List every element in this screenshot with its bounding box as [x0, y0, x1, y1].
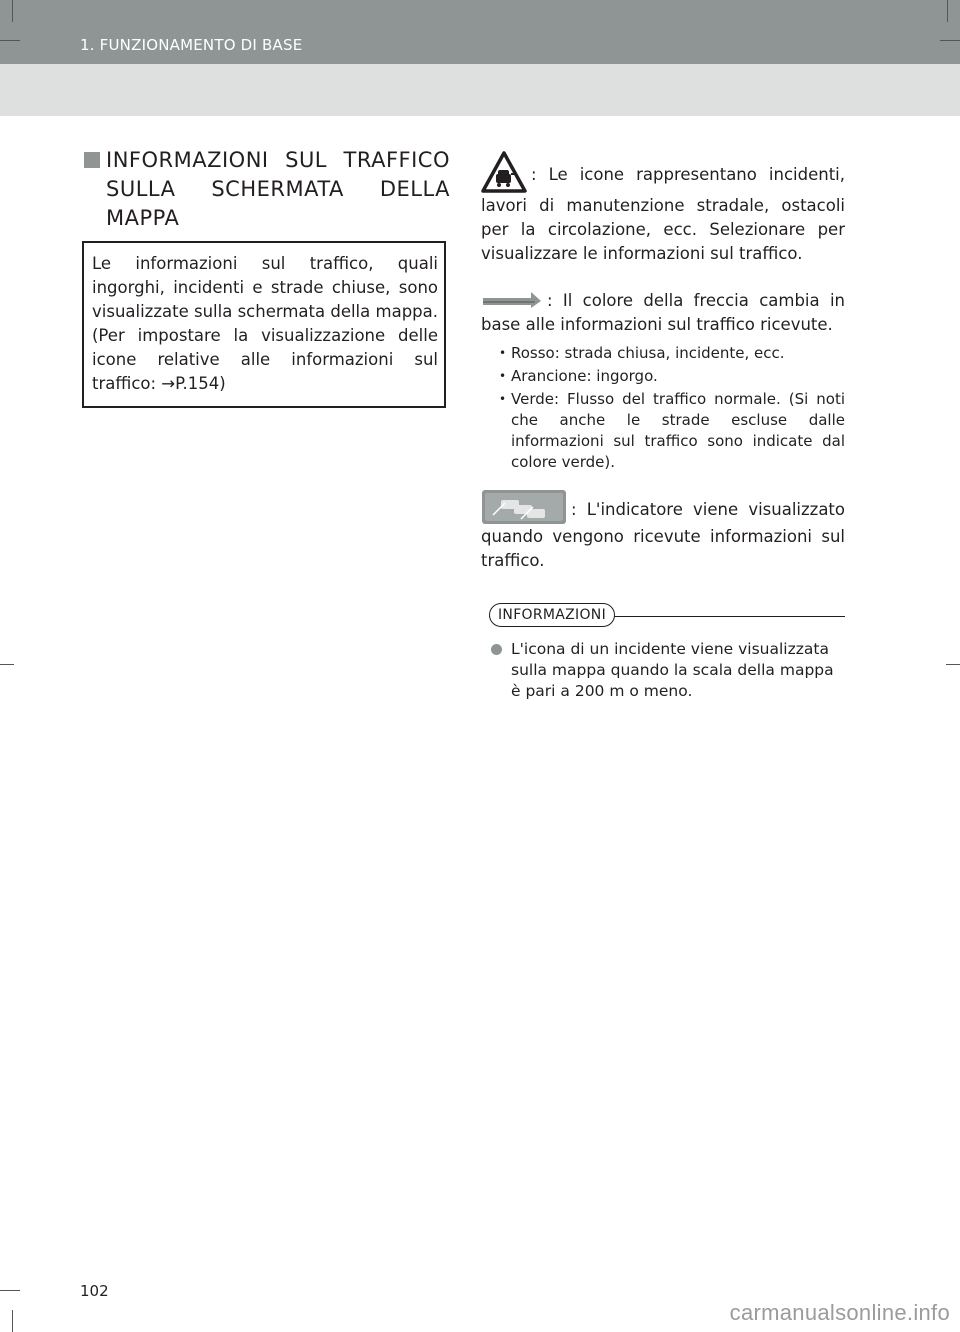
incident-text: : Le icone rappresentano incidenti, lavori di manutenzione stradale, ostacoli per la circolazione, ecc. Selezionare per visualizzare le informazioni sul traffico. [481, 165, 845, 263]
crop-mark [940, 40, 960, 41]
intro-box [82, 241, 446, 408]
warning-triangle-car-icon [481, 150, 527, 194]
indicator-item [481, 489, 845, 573]
chapter-title: 1. FUNZIONAMENTO DI BASE [80, 36, 303, 54]
list-item: • Rosso: strada chiusa, incidente, ecc. [511, 343, 845, 364]
watermark: carmanualsonline.info [729, 1300, 950, 1325]
header-band [0, 64, 960, 116]
page-number: 102 [80, 1282, 109, 1300]
arrow-text: : Il colore della freccia cambia in base alle informazioni sul traffico ricevute. [481, 291, 845, 334]
indicator-text: : L'indicatore viene visualizzato quando vengono ricevute informazioni sul traffico. [481, 500, 845, 570]
arrow-bullet-list [481, 343, 845, 473]
crop-mark [12, 1310, 13, 1332]
right-column [481, 150, 845, 702]
traffic-indicator-icon [481, 489, 567, 525]
section-title [84, 146, 450, 233]
crop-mark [0, 1290, 20, 1291]
list-item: • Arancione: ingorgo. [511, 366, 845, 387]
crop-mark [0, 40, 20, 41]
crop-mark [946, 664, 960, 665]
header-bar [0, 0, 960, 64]
traffic-arrow-icon [481, 288, 543, 310]
crop-mark [947, 0, 948, 22]
arrow-item [481, 288, 845, 337]
list-item [481, 639, 845, 702]
info-section [481, 603, 845, 702]
info-label: INFORMAZIONI [489, 603, 615, 627]
section-square-icon [84, 152, 100, 168]
crop-mark [0, 664, 14, 665]
section-title-line1: INFORMAZIONI SUL TRAFFICO SULLA SCHERMATA DELLA [106, 148, 450, 201]
info-text: L'icona di un incidente viene visualizzata sulla mappa quando la scala della mappa è pari a 200 m o meno. [511, 640, 834, 700]
section-title-line2: MAPPA [106, 206, 180, 230]
crop-mark [12, 0, 13, 22]
intro-text: Le informazioni sul traffico, quali ingorghi, incidenti e strade chiuse, sono visualizzate sulla schermata della mappa. (Per impostare la visualizzazione delle icone relative alle informazioni sul traffico: →P.154) [92, 254, 438, 393]
bullet-dot-icon [491, 644, 502, 655]
incident-item [481, 150, 845, 266]
list-item: • Verde: Flusso del traffico normale. (Si noti che anche le strade escluse dalle informazioni sul traffico sono indicate dal colore verde). [511, 389, 845, 473]
